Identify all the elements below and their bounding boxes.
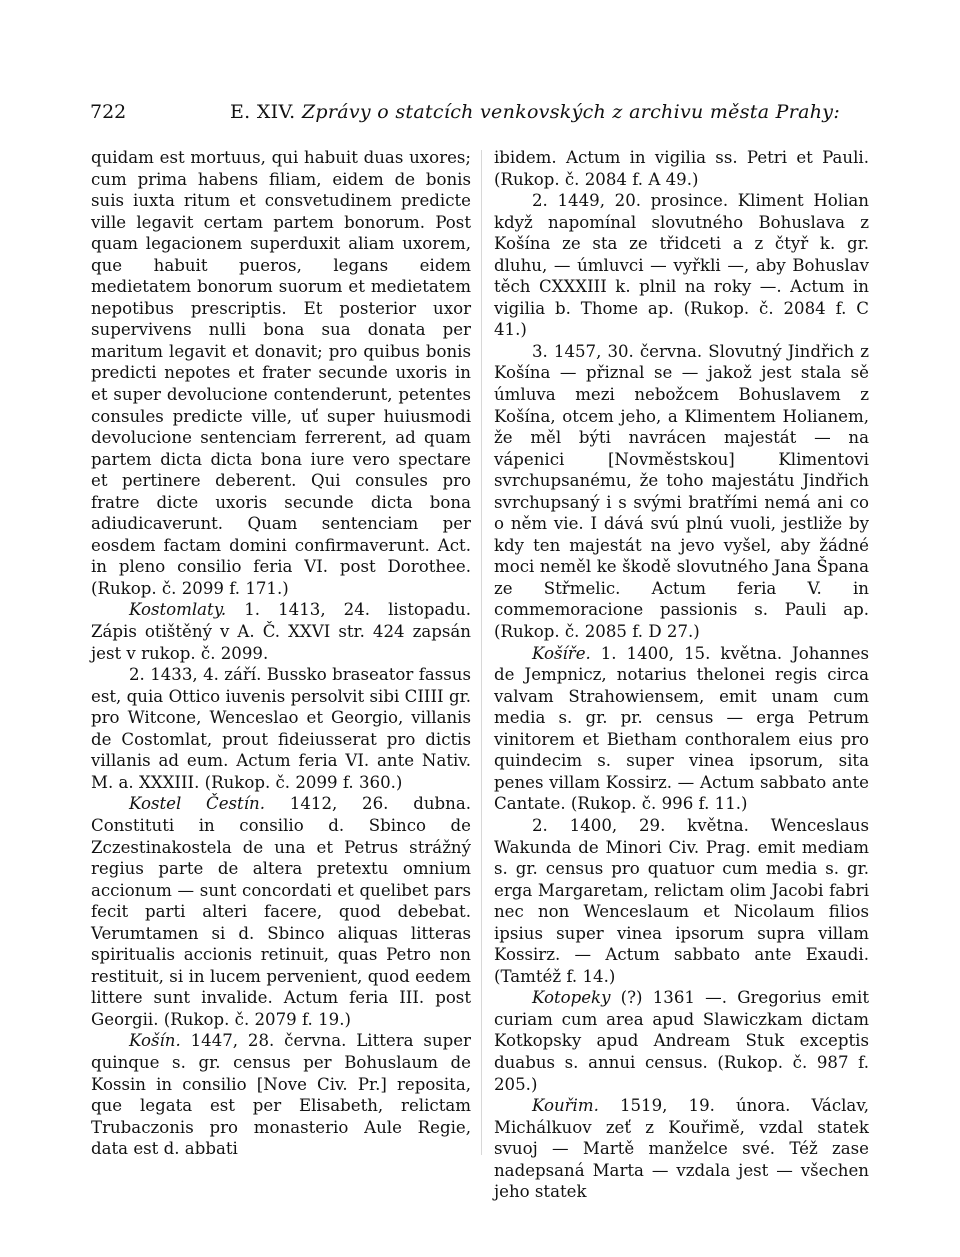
- entry-kostomlaty: [91, 599, 471, 664]
- paragraph: quidam est mortuus, qui habuit duas uxores; cum prima habens filiam, eidem de bonis suis iuxta ritum et consvetudinem predicte ville legavit certam partem bonorum. Post quam legacionem superduxit aliam uxorem, que habuit pueros, legans eidem medietatem bonorum suorum et medietatem nepotibus prescriptis. Et posterior uxor supervivens nulli bona sua donata per maritum legavit et donavit; pro quibus bonis predicti nepotes et frater secunde uxoris in et super devolucione contenderunt, petentes consules predicte ville, uť super huiusmodi devolucione sentenciam ferrerent, ad quam partem dicta dicta bona iure vero spectare et pertinere deberent. Qui consules pro fratre dicte uxoris secunde dicta bona adiudicaverunt. Quam sentenciam per eosdem factam domini confirmaverunt. Act. in pleno consilio feria VI. post Dorothee. (Rukop. č. 2099 f. 171.): [91, 148, 471, 598]
- place-name: Košíře.: [532, 643, 591, 663]
- place-name: Kotopeky: [532, 988, 611, 1008]
- entry-text: (?) 1361 —. Gregorius emit curiam cum area apud Slawiczkam dictam Kotkopsky apud Andream Stuk exceptis duabus s. annui census. (Rukop. č. 987 f. 205.): [494, 988, 869, 1094]
- entry-kosire: [494, 643, 869, 815]
- paragraph: ibidem. Actum in vigilia ss. Petri et Pauli. (Rukop. č. 2084 f. A 49.): [494, 148, 869, 189]
- place-name: Kouřim.: [532, 1096, 599, 1116]
- entry-text: 1447, 28. června. Littera super quinque s. gr. census per Bohuslaum de Kossin in consilio [Nove Civ. Pr.] reposita, que legata est per Elisabeth, relictam Trubaczonis pro monasterio Aule Regie, data est d. abbati: [91, 1031, 471, 1159]
- entry-text: 1. 1413, 24. listopadu. Zápis otištěný v A. Č. XXVI str. 424 zapsán jest v rukop. č. 2099.: [91, 600, 471, 663]
- running-title-prefix: E. XIV.: [230, 101, 296, 123]
- entry-kosin: [91, 1030, 471, 1159]
- running-title: [230, 101, 840, 123]
- paragraph: 3. 1457, 30. června. Slovutný Jindřich z Košína — přiznal se — jakož jest stala sě úmluva mezi nebožcem Bohuslavem z Košína, otcem jeho, a Klimentem Holianem, že měl býti navrácen majestát — na vápenici [Novměstskou] Klimentovi svrchupsanému, že toho majestátu Jindřich svrchupsaný i s svými bratřími nemá ani co o něm vie. I dává svú plnú vuoli, jestliže by kdy ten majestát na jevo vyšel, aby žádné moci neměl ke škodě slovutného Jana Španа ze Střmelic. Actum feria V. in commemoracione passionis s. Pauli ap. (Rukop. č. 2085 f. D 27.): [494, 341, 869, 642]
- place-name: Kostel Čestín.: [129, 794, 265, 814]
- paragraph: 2. 1449, 20. prosince. Kliment Holian když napomínal slovutného Bohuslava z Košína ze sta ze třidceti a z čtyř k. gr. dluhu, — úmluvci — vyřkli —, aby Bohuslav těch CXXXIII k. plnil na roky —. Actum in vigilia b. Thome ap. (Rukop. č. 2084 f. C 41.): [494, 191, 869, 340]
- paragraph: 2. 1433, 4. září. Bussko braseator fassus est, quia Ottico iuvenis persolvit sibi CIIII gr. pro Witcone, Wenceslao et Georgio, villanis de Costomlat, prout fideiusserat pro dictis villanis ad eum. Actum feria VI. ante Nativ. M. a. XXXIII. (Rukop. č. 2099 f. 360.): [91, 665, 471, 792]
- entry-text: 1. 1400, 15. května. Johannes de Jempnicz, notarius thelonei regis circa valvam Strahowiensem, emit unam cum media s. gr. pr. census — erga Petrum vinitorem et Bietham conthoralem eius pro quindecim s. super vinea ipsorum, sita penes villam Kossirz. — Actum sabbato ante Cantate. (Rukop. č. 996 f. 11.): [494, 643, 869, 814]
- entry-text: 1519, 19. února. Václav, Michálkuov zeť z Kouřimě, vzdal statek svuoj — Martě manželce své. Též zase nadepsaná Marta — vzdala jest — všechen jeho statek: [494, 1096, 869, 1202]
- paragraph: 2. 1400, 29. května. Wenceslaus Wakunda de Minori Civ. Prag. emit mediam s. gr. census pro quatuor cum media s. gr. erga Margaretam, relictam olim Jacobi fabri nec non Wenceslaum et Nicolaum filios ipsius super vinea ipsorum supra villam Kossirz. — Actum sabbato ante Exaudi. (Tamtéž f. 14.): [494, 815, 869, 986]
- left-column: [91, 147, 471, 1160]
- column-divider: [481, 150, 482, 1155]
- place-name: Kostomlaty.: [129, 600, 227, 620]
- right-column: [494, 147, 869, 1203]
- page-header: [90, 101, 880, 129]
- entry-kourim: [494, 1095, 869, 1203]
- running-title-text: Zprávy o statcích venkovských z archivu města Prahy:: [301, 101, 841, 123]
- place-name: Košín.: [129, 1031, 181, 1051]
- entry-kotopeky: [494, 987, 869, 1095]
- page-number: 722: [90, 101, 127, 123]
- entry-kostel-cestin: [91, 793, 471, 1030]
- entry-text: 1412, 26. dubna. Constituti in consilio d. Sbinco de Zczestinakostela de una et Petrus strážný regius parte de altera pretextu omnium accionum — sunt concordati et quelibet pars fecit parti alteri facere, quod debebat. Verumtamen si d. Sbinco aliquas litteras spiritualis accionis retinuit, quas Petro non restituit, si in lucem pervenient, quod eedem littere sunt invalide. Actum feria III. post Georgii. (Rukop. č. 2079 f. 19.): [91, 794, 471, 1029]
